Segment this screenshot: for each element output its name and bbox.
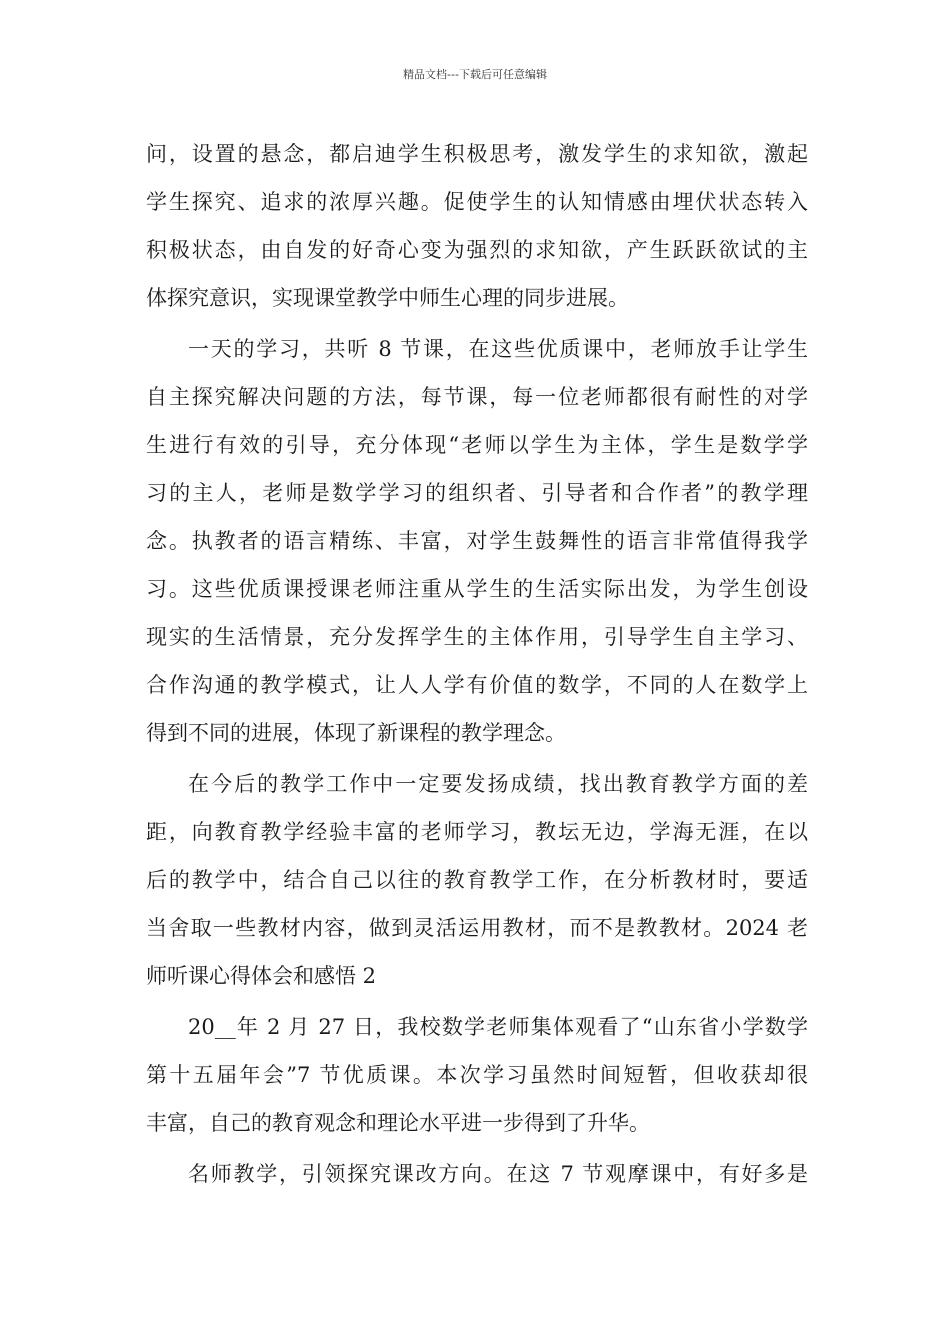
text-line: 距，向教育教学经验丰富的老师学习，教坛无边，学海无涯，在以 [146,820,808,844]
text-line: 得到不同的进展，体现了新课程的教学理念。 [146,721,566,745]
text-line: 后的教学中，结合自己以往的教育教学工作，在分析教材时，要适 [146,868,808,892]
text-line: 20__年 2 月 27 日，我校数学老师集体观看了“山东省小学数学 [188,1015,808,1039]
text-line: 在今后的教学工作中一定要发扬成绩，找出教育教学方面的差 [188,772,808,796]
text-line: 习的主人，老师是数学学习的组织者、引导者和合作者”的教学理 [146,481,808,505]
text-line: 念。执教者的语言精练、丰富，对学生鼓舞性的语言非常值得我学 [146,529,808,553]
page-header: 精品文档---下载后可任意编辑 [403,68,547,81]
paragraph-1 [146,130,808,322]
document-body [146,130,808,1198]
text-line: 体探究意识，实现课堂教学中师生心理的同步进展。 [146,286,629,310]
text-line: 习。这些优质课授课老师注重从学生的生活实际出发，为学生创设 [146,577,808,601]
text-line: 第十五届年会”7 节优质课。本次学习虽然时间短暂，但收获却很 [146,1063,808,1087]
text-line: 师听课心得体会和感悟 2 [146,964,377,988]
text-line: 生进行有效的引导，充分体现“老师以学生为主体，学生是数学学 [146,433,808,457]
text-line: 丰富，自己的教育观念和理论水平进一步得到了升华。 [146,1111,650,1135]
text-line: 自主探究解决问题的方法，每节课，每一位老师都很有耐性的对学 [146,385,808,409]
text-line: 当舍取一些教材内容，做到灵活运用教材，而不是教教材。2024 老 [146,916,808,940]
paragraph-3 [146,760,808,1000]
text-line: 现实的生活情景，充分发挥学生的主体作用，引导学生自主学习、 [146,625,808,649]
paragraph-5 [146,1150,808,1198]
text-line: 学生探究、追求的浓厚兴趣。促使学生的认知情感由埋伏状态转入 [146,190,808,214]
text-line: 合作沟通的教学模式，让人人学有价值的数学，不同的人在数学上 [146,673,808,697]
text-line: 问，设置的悬念，都启迪学生积极思考，激发学生的求知欲，激起 [146,142,808,166]
text-line: 名师教学，引领探究课改方向。在这 7 节观摩课中，有好多是 [188,1162,808,1186]
text-line: 积极状态，由自发的好奇心变为强烈的求知欲，产生跃跃欲试的主 [146,238,808,262]
paragraph-4 [146,1003,808,1147]
paragraph-2 [146,325,808,757]
text-line: 一天的学习，共听 8 节课，在这些优质课中，老师放手让学生 [188,337,808,361]
